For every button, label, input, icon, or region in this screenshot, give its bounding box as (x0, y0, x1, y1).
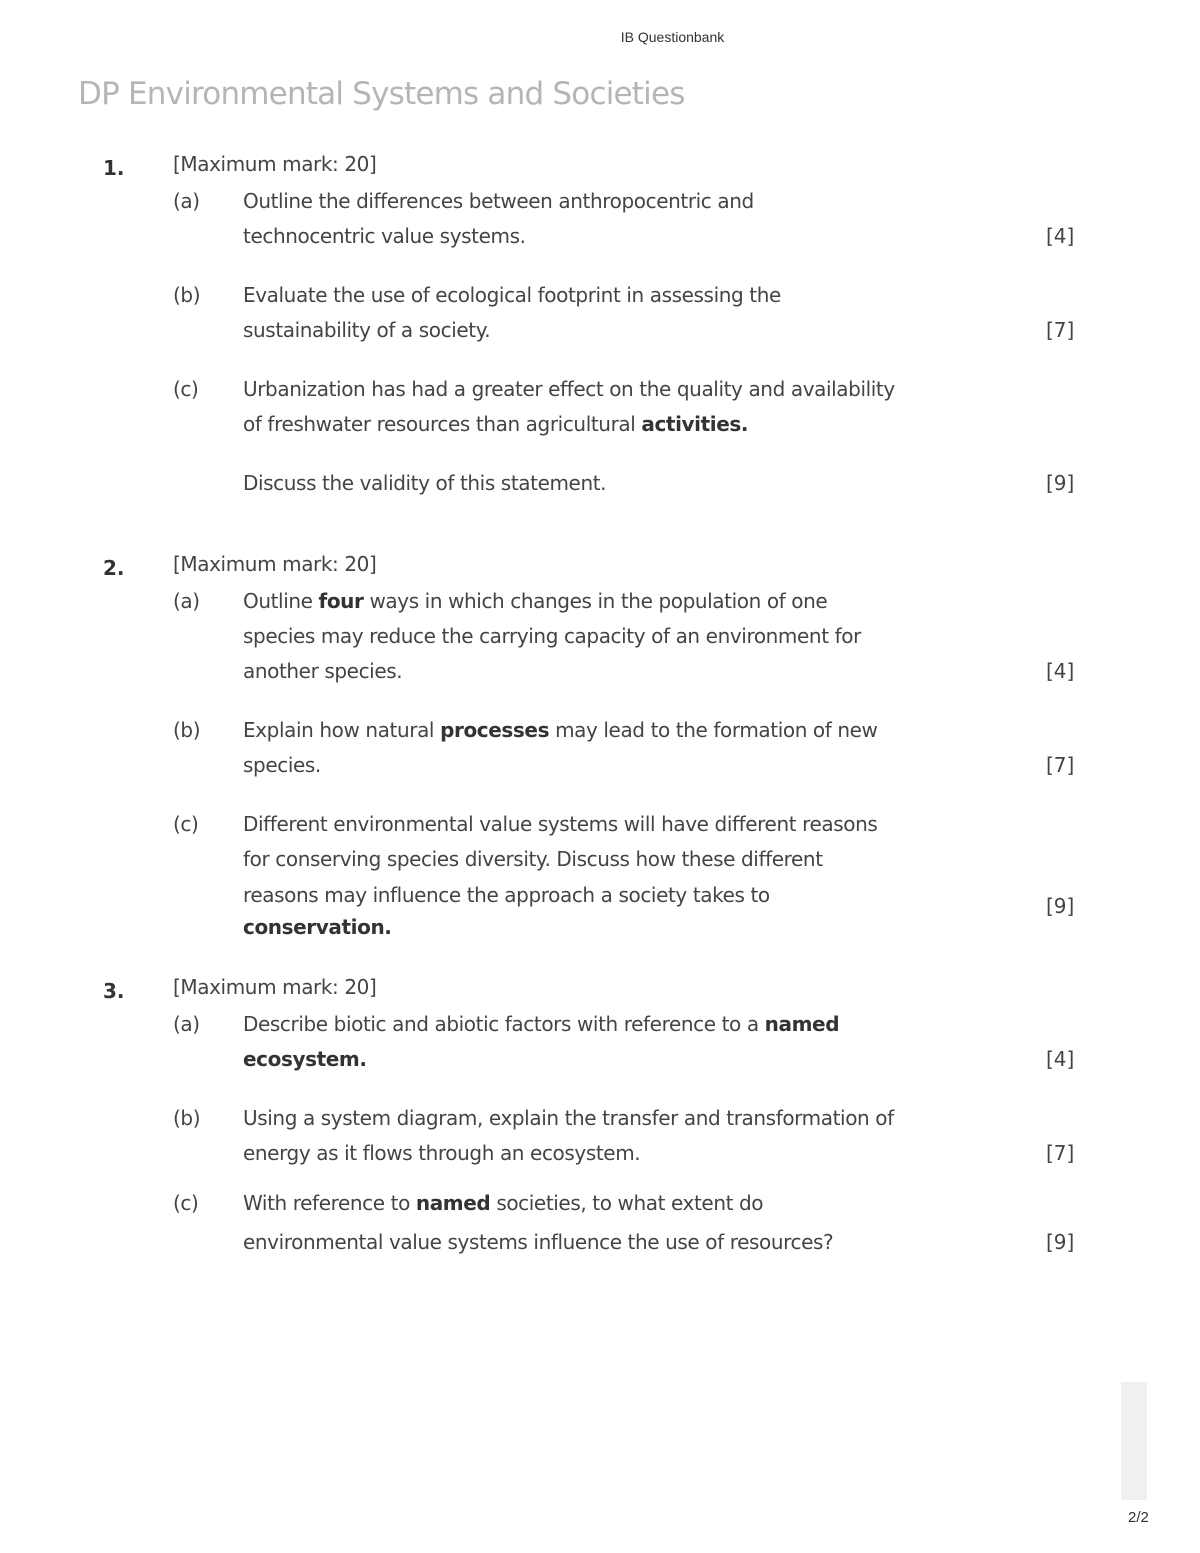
question-2b-line-1-end: may lead to the formation of new (555, 718, 878, 742)
page-number: 2/2 (1128, 1509, 1149, 1526)
question-2c-mark: [9] (1046, 894, 1075, 918)
question-3a-line-1-text: Describe biotic and abiotic factors with reference to a (243, 1012, 759, 1036)
question-1-max-mark: [Maximum mark: 20] (173, 152, 377, 176)
question-1c-line-2-text: of freshwater resources than agricultural (243, 412, 636, 436)
question-1c-mark: [9] (1046, 471, 1075, 495)
question-3a-line-1 (243, 1012, 839, 1036)
page-header: IB Questionbank (620, 29, 725, 45)
question-3-number: 3. (103, 979, 125, 1003)
question-3a-line-2 (243, 1047, 367, 1071)
question-3c-emphasis: named (415, 1191, 491, 1215)
question-2b-mark: [7] (1046, 753, 1075, 777)
question-1c-line-1: Urbanization has had a greater effect on the quality and availability (243, 377, 895, 401)
question-2c-line-3: reasons may influence the approach a society takes to (243, 883, 770, 907)
question-3a-label: (a) (173, 1012, 200, 1036)
question-3b-line-2: energy as it flows through an ecosystem. (243, 1141, 641, 1165)
question-2a-label: (a) (173, 589, 200, 613)
question-2a-mark: [4] (1046, 659, 1075, 683)
question-3b-line-1: Using a system diagram, explain the transfer and transformation of (243, 1106, 894, 1130)
question-1c-emphasis: activities. (641, 412, 749, 436)
question-2b-line-1-start: Explain how natural (243, 718, 435, 742)
question-2c-line-4 (243, 915, 392, 939)
question-2a-line-1 (243, 589, 827, 613)
question-2c-line-2: for conserving species diversity. Discuss how these different (243, 847, 823, 871)
question-3c-line-1 (243, 1191, 763, 1215)
question-1c-line-2 (243, 412, 748, 436)
question-1b-mark: [7] (1046, 318, 1075, 342)
question-3c-mark: [9] (1046, 1230, 1075, 1254)
document-title: DP Environmental Systems and Societies (78, 76, 685, 112)
question-2-number: 2. (103, 556, 125, 580)
question-2b-emphasis: processes (440, 718, 550, 742)
question-1a-line-2: technocentric value systems. (243, 224, 526, 248)
question-1a-label: (a) (173, 189, 200, 213)
question-3c-label: (c) (173, 1191, 199, 1215)
question-2b-label: (b) (173, 718, 201, 742)
question-1b-label: (b) (173, 283, 201, 307)
question-1a-line-1: Outline the differences between anthropocentric and (243, 189, 754, 213)
question-2b-line-1 (243, 718, 878, 742)
question-3a-mark: [4] (1046, 1047, 1075, 1071)
question-3a-emphasis-ecosystem: ecosystem. (243, 1047, 367, 1071)
question-2a-line-1-end: ways in which changes in the population of one (369, 589, 828, 613)
scrollbar-thumb[interactable] (1121, 1382, 1147, 1500)
question-2a-emphasis: four (318, 589, 364, 613)
question-3a-emphasis-named: named (764, 1012, 840, 1036)
question-1c-label: (c) (173, 377, 199, 401)
question-1c-line-3: Discuss the validity of this statement. (243, 471, 607, 495)
question-3c-line-1-end: societies, to what extent do (496, 1191, 764, 1215)
question-1b-line-1: Evaluate the use of ecological footprint in assessing the (243, 283, 781, 307)
question-3b-mark: [7] (1046, 1141, 1075, 1165)
question-1b-line-2: sustainability of a society. (243, 318, 491, 342)
question-3-max-mark: [Maximum mark: 20] (173, 975, 377, 999)
question-2a-line-1-start: Outline (243, 589, 313, 613)
question-2c-line-1: Different environmental value systems will have different reasons (243, 812, 878, 836)
question-2-max-mark: [Maximum mark: 20] (173, 552, 377, 576)
question-3c-line-1-start: With reference to (243, 1191, 410, 1215)
question-1a-mark: [4] (1046, 224, 1075, 248)
question-1-number: 1. (103, 156, 125, 180)
question-2a-line-3: another species. (243, 659, 403, 683)
question-2b-line-2: species. (243, 753, 321, 777)
question-2a-line-2: species may reduce the carrying capacity of an environment for (243, 624, 861, 648)
question-2c-label: (c) (173, 812, 199, 836)
question-3b-label: (b) (173, 1106, 201, 1130)
question-2c-emphasis: conservation. (243, 915, 392, 939)
question-3c-line-2: environmental value systems influence the use of resources? (243, 1230, 834, 1254)
